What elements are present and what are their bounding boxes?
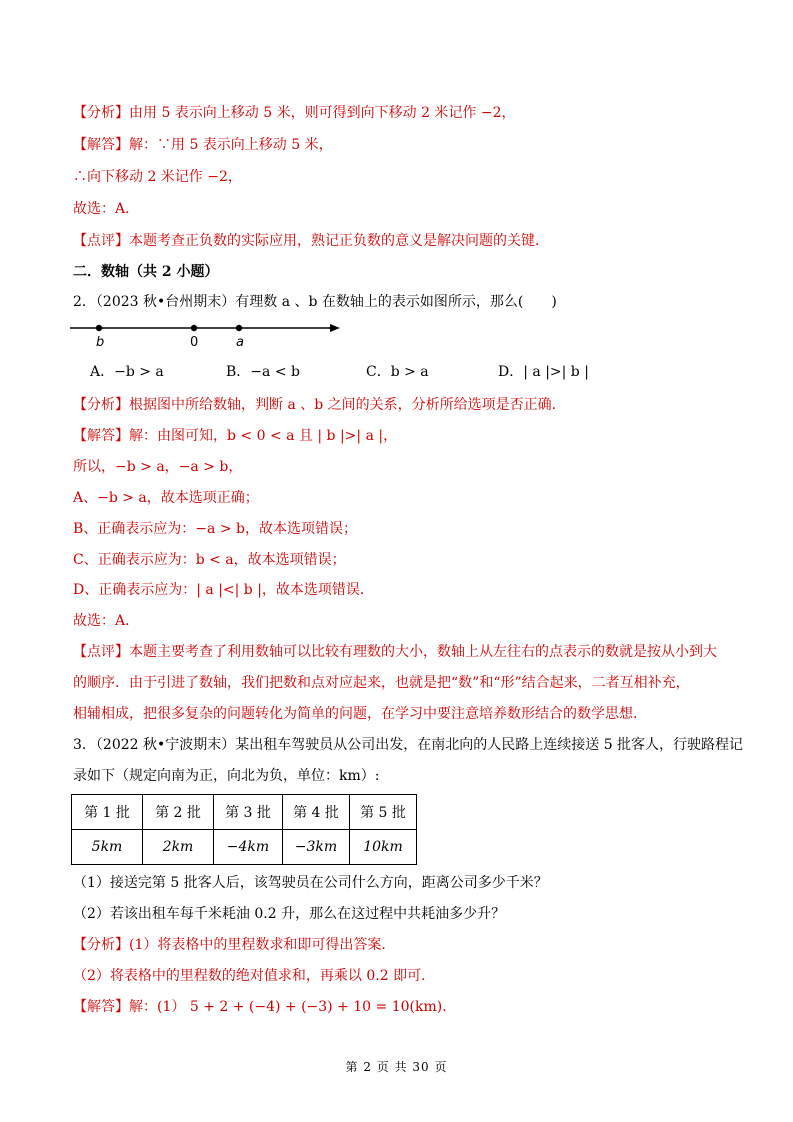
option-d: D．| a |>| b |	[498, 364, 589, 380]
q2-solution-line2: 所以，−b > a，−a > b，	[73, 459, 243, 475]
q2-stem: 2．（2023 秋•台州期末）有理数 a 、b 在数轴上的表示如图所示，那么( )	[73, 294, 557, 310]
table-cell: 5km	[72, 830, 143, 865]
q3-analysis-2: （2）将表格中的里程数的绝对值求和，再乘以 0.2 即可．	[73, 968, 436, 984]
q2-line-a: A、−b > a，故本选项正确；	[73, 490, 259, 506]
q1-choose: 故选：A．	[73, 201, 140, 217]
point-zero	[191, 325, 197, 331]
table-row	[72, 830, 417, 865]
table-header-cell: 第 5 批	[350, 795, 417, 830]
option-a: A．−b > a	[90, 364, 164, 380]
table-cell: 2km	[143, 830, 214, 865]
q2-line-d: D、正确表示应为：| a |<| b |，故本选项错误．	[73, 582, 374, 598]
option-c: C．b > a	[366, 364, 429, 380]
q1-comment: 【点评】本题考查正负数的实际应用，熟记正负数的意义是解决问题的关键．	[73, 233, 549, 249]
table-cell: −3km	[283, 830, 350, 865]
q2-comment-3: 相辅相成，把很多复杂的问题转化为简单的问题，在学习中要注意培养数形结合的数学思想．	[73, 706, 647, 722]
q3-analysis-1: 【分析】(1）将表格中的里程数求和即可得出答案．	[73, 937, 396, 953]
q3-sub2: （2）若该出租车每千米耗油 0.2 升，那么在这过程中共耗油多少升？	[73, 906, 506, 922]
table-header-cell: 第 4 批	[283, 795, 350, 830]
option-b: B．−a < b	[226, 364, 300, 380]
q2-line-c: C、正确表示应为：b < a，故本选项错误；	[73, 552, 346, 568]
q1-analysis: 【分析】由用 5 表示向上移动 5 米，则可得到向下移动 2 米记作 −2，	[73, 105, 516, 121]
q2-choose: 故选：A．	[73, 613, 140, 629]
page-footer: 第 2 页 共 30 页	[345, 1060, 448, 1074]
q3-stem-1: 3．（2022 秋•宁波期末）某出租车驾驶员从公司出发，在南北向的人民路上连续接送 5 批客人，行驶路程记	[73, 737, 744, 753]
q2-analysis: 【分析】根据图中所给数轴，判断 a 、b 之间的关系，分析所给选项是否正确．	[73, 397, 566, 413]
table-header-cell: 第 3 批	[214, 795, 283, 830]
number-line-arrow-icon	[330, 324, 340, 332]
q2-comment-1: 【点评】本题主要考查了利用数轴可以比较有理数的大小，数轴上从左往右的点表示的数就是按从小到大	[73, 644, 717, 660]
number-line-figure	[68, 318, 343, 350]
table-cell: 10km	[350, 830, 417, 865]
table-header-cell: 第 2 批	[143, 795, 214, 830]
q2-line-b: B、正确表示应为：−a > b，故本选项错误；	[73, 521, 357, 537]
q2-solution-line1: 【解答】解：由图可知，b < 0 < a 且 | b |>| a |，	[73, 428, 398, 444]
mileage-table	[71, 794, 417, 865]
table-header-cell: 第 1 批	[72, 795, 143, 830]
q3-solution-1: 【解答】解：(1） 5 + 2 + (−4) + (−3) + 10 = 10(km)．	[73, 999, 457, 1015]
q1-solution-line1: 【解答】解：∵用 5 表示向上移动 5 米，	[73, 137, 333, 153]
q3-stem-2: 录如下（规定向南为正，向北为负，单位：km）:	[73, 768, 380, 784]
q1-solution-line2: ∴向下移动 2 米记作 −2，	[73, 169, 242, 185]
label-zero: 0	[190, 335, 199, 350]
point-b	[96, 325, 102, 331]
label-a: a	[236, 335, 244, 350]
table-header-row	[72, 795, 417, 830]
table-cell: −4km	[214, 830, 283, 865]
section-title: 二．数轴（共 2 小题）	[73, 264, 219, 280]
point-a	[236, 325, 242, 331]
q3-sub1: （1）接送完第 5 批客人后，该驾驶员在公司什么方向，距离公司多少千米？	[73, 875, 548, 891]
q2-comment-2: 的顺序．由于引进了数轴，我们把数和点对应起来，也就是把“数”和“形”结合起来，二者互相补充，	[73, 675, 690, 691]
label-b: b	[96, 335, 105, 350]
